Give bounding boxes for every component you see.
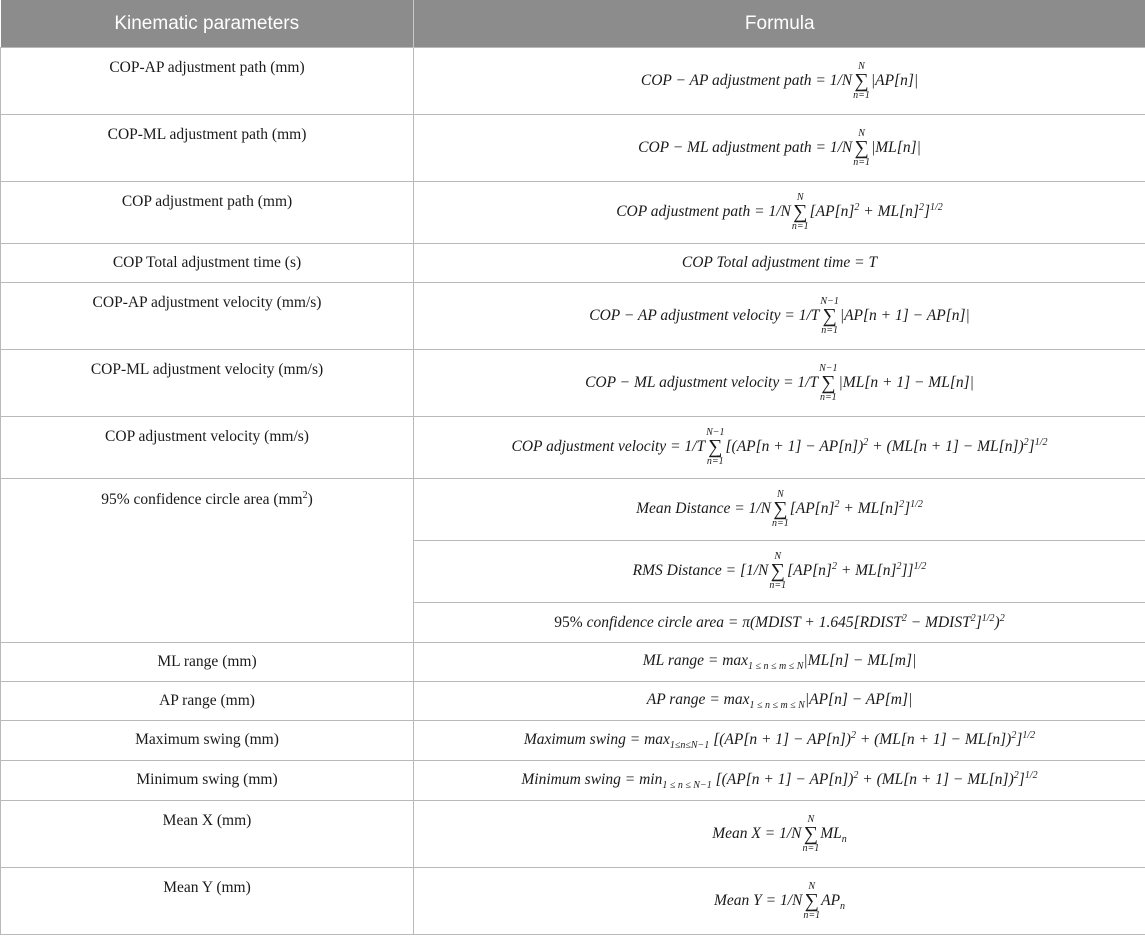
formula-cell	[414, 48, 1145, 115]
formula-part: + ML[n]	[839, 500, 900, 518]
summation-symbol: N ∑ n=1	[769, 551, 787, 591]
subscript: 1 ≤ n ≤ m ≤ N	[748, 661, 804, 673]
formula-lhs: Mean X	[712, 824, 761, 842]
formula-lhs: AP range	[646, 690, 706, 708]
formula	[523, 729, 1036, 752]
table-row	[1, 283, 1145, 350]
exponent: 2	[863, 436, 869, 448]
formula-part: ]	[975, 614, 982, 632]
param-cell: COP adjustment path (mm)	[1, 182, 414, 244]
param-cell	[1, 479, 414, 643]
formula-part: ML	[820, 824, 842, 842]
summation-symbol: N ∑ n=1	[802, 813, 820, 854]
formula-cell	[414, 479, 1145, 541]
exponent: 2	[834, 498, 840, 510]
table-row	[1, 479, 1145, 541]
param-label: 95% confidence circle area (mm	[101, 491, 303, 509]
sum-lower: n=1	[853, 156, 870, 168]
formula	[636, 489, 923, 529]
formula-part: + (ML[n + 1] − ML[n])	[868, 438, 1024, 456]
formula-part: AP	[821, 891, 841, 909]
formula-part: |ML[n]|	[871, 138, 921, 156]
formula-cell	[414, 643, 1145, 682]
formula	[642, 651, 917, 673]
formula-lhs: COP − ML adjustment velocity	[585, 373, 780, 391]
formula-part: ]]	[901, 562, 914, 580]
sum-lower: n=1	[771, 518, 789, 529]
formula-part: [(AP[n + 1] − AP[n])	[709, 731, 851, 749]
formula-cell	[414, 682, 1145, 721]
subscript: 1≤n≤N−1	[669, 740, 710, 752]
header-row	[1, 0, 1145, 48]
table-row	[1, 350, 1145, 417]
exponent: 1/2	[1022, 729, 1036, 741]
summation-symbol: N ∑ n=1	[853, 60, 870, 101]
exponent: 2	[1011, 729, 1017, 741]
formula-part: |ML[n] − ML[m]|	[803, 651, 917, 669]
param-cell: COP Total adjustment time (s)	[1, 244, 414, 283]
formula-lhs: COP adjustment path	[616, 203, 751, 221]
param-cell: Mean Y (mm)	[1, 868, 414, 935]
formula-part: + (ML[n + 1] − ML[n])	[858, 771, 1014, 789]
param-cell: Mean X (mm)	[1, 801, 414, 868]
formula-part: − MDIST	[906, 614, 971, 632]
sum-upper: N	[807, 813, 815, 825]
table-row	[1, 643, 1145, 682]
sum-lower: n=1	[803, 909, 821, 921]
formula-cell	[414, 283, 1145, 350]
formula-part: + (ML[n + 1] − ML[n])	[855, 731, 1012, 749]
formula-part: = 1/T	[666, 438, 706, 456]
formula-part: = 1/N	[761, 891, 803, 909]
param-exponent: 2	[302, 490, 308, 501]
formula-cell	[414, 761, 1145, 801]
table-row	[1, 115, 1145, 182]
table-row	[1, 244, 1145, 283]
sum-lower: n=1	[821, 324, 838, 336]
formula-lhs: COP − AP adjustment velocity	[589, 306, 781, 324]
sum-lower: n=1	[853, 89, 870, 101]
table-row	[1, 682, 1145, 721]
table-row	[1, 801, 1145, 868]
exponent: 1/2	[981, 612, 995, 624]
formula-part: = 1/N	[730, 500, 771, 518]
formula	[638, 127, 921, 168]
summation-symbol: N ∑ n=1	[853, 127, 870, 168]
formula-part: [(AP[n + 1] − AP[n])	[711, 771, 854, 789]
formula-part: ]	[904, 500, 911, 518]
formula-part: = [1/N	[721, 562, 769, 580]
param-label-end: )	[307, 491, 313, 509]
exponent: 2	[901, 612, 907, 624]
formula-lhs: Mean Distance	[636, 500, 731, 518]
summation-symbol: N ∑ n=1	[771, 489, 789, 529]
formula-part: = max	[704, 651, 749, 669]
exponent: 2	[918, 201, 924, 213]
formula	[713, 880, 846, 921]
formula-part: = 1/N	[750, 203, 791, 221]
formula-lhs: confidence circle area	[586, 614, 725, 632]
formula-part: = max	[625, 731, 670, 749]
formula-part: ]	[923, 203, 931, 221]
formula-part: [AP[n]	[809, 203, 855, 221]
formula-cell	[414, 541, 1145, 603]
sum-upper: N−1	[819, 362, 838, 374]
formula-part: = max	[705, 690, 750, 708]
formula-part: ]	[1028, 438, 1035, 456]
formula	[585, 362, 974, 403]
formula-part: |ML[n + 1] − ML[n]|	[838, 373, 974, 391]
formula-part: [AP[n]	[787, 562, 832, 580]
summation-symbol: N−1 ∑ n=1	[706, 427, 725, 467]
table-row	[1, 868, 1145, 935]
sum-upper: N	[808, 880, 816, 892]
formula-cell	[414, 603, 1145, 643]
sum-upper: N	[777, 489, 784, 500]
formula	[521, 769, 1038, 792]
summation-symbol: N ∑ n=1	[791, 192, 809, 232]
formula-part: [(AP[n + 1] − AP[n])	[725, 438, 864, 456]
formula-lhs: COP − ML adjustment path	[638, 138, 812, 156]
formula-part: |AP[n] − AP[m]|	[804, 690, 913, 708]
param-cell: COP-ML adjustment path (mm)	[1, 115, 414, 182]
exponent: 1/2	[1024, 769, 1038, 781]
sum-lower: n=1	[791, 221, 809, 232]
exponent: 1/2	[930, 201, 943, 213]
param-cell: COP-AP adjustment path (mm)	[1, 48, 414, 115]
formula	[712, 813, 847, 854]
formula	[632, 551, 927, 591]
formula-cell	[414, 801, 1145, 868]
formula-cell	[414, 350, 1145, 417]
sum-upper: N	[858, 60, 865, 72]
exponent: 2	[999, 612, 1005, 624]
formula-part: + ML[n]	[836, 562, 897, 580]
exponent: 2	[899, 498, 905, 510]
param-cell: ML range (mm)	[1, 643, 414, 682]
formula-lhs: COP adjustment velocity	[511, 438, 667, 456]
summation-symbol: N−1 ∑ n=1	[820, 295, 839, 336]
header-formula: Formula	[414, 0, 1145, 48]
formula-part: [AP[n]	[789, 500, 835, 518]
formula-cell	[414, 182, 1145, 244]
sum-upper: N	[774, 551, 782, 562]
formula-cell	[414, 244, 1145, 283]
sum-lower: n=1	[706, 456, 724, 467]
formula	[589, 295, 970, 336]
exponent: 2	[970, 612, 976, 624]
exponent: 2	[853, 769, 859, 781]
exponent: 2	[896, 560, 902, 572]
sum-upper: N−1	[820, 295, 839, 307]
formula-part: 95%	[554, 614, 587, 632]
sum-lower: n=1	[819, 391, 837, 403]
formula-part: = 1/N	[811, 138, 853, 156]
formula	[554, 614, 1004, 631]
formula-lhs: ML range	[642, 651, 704, 669]
summation-symbol: N ∑ n=1	[803, 880, 821, 921]
formula-lhs: Maximum swing	[523, 731, 626, 749]
exponent: 2	[1023, 436, 1029, 448]
header-kinematic-parameters: Kinematic parameters	[1, 0, 414, 48]
exponent: 1/2	[913, 560, 927, 572]
formula-part: |AP[n]|	[870, 71, 919, 89]
formula-part: ]	[1016, 731, 1023, 749]
formula-part: )	[994, 614, 1000, 632]
formula	[616, 192, 943, 232]
table-row	[1, 48, 1145, 115]
formula	[646, 690, 913, 712]
formula-part: ]	[1018, 771, 1025, 789]
sum-lower: n=1	[802, 842, 820, 854]
table-row	[1, 182, 1145, 244]
exponent: 1/2	[910, 498, 923, 510]
formula-part: = 1/N	[811, 71, 853, 89]
formula-lhs: Minimum swing	[521, 771, 621, 789]
table-row	[1, 761, 1145, 801]
formula-part: |AP[n + 1] − AP[n]|	[839, 306, 970, 324]
param-cell: COP-AP adjustment velocity (mm/s)	[1, 283, 414, 350]
formula-part: = 1/T	[780, 306, 820, 324]
param-cell: COP-ML adjustment velocity (mm/s)	[1, 350, 414, 417]
table-row	[1, 417, 1145, 479]
formula-cell	[414, 721, 1145, 761]
exponent: 2	[854, 201, 860, 213]
exponent: 2	[831, 560, 837, 572]
sum-upper: N	[858, 127, 865, 139]
formula-lhs: Mean Y	[713, 891, 762, 909]
formula: COP Total adjustment time = T	[681, 254, 878, 271]
formula-part: = min	[620, 771, 663, 789]
param-cell: COP adjustment velocity (mm/s)	[1, 417, 414, 479]
param-cell: AP range (mm)	[1, 682, 414, 721]
param-cell: Minimum swing (mm)	[1, 761, 414, 801]
formula-part: = π(MDIST + 1.645[RDIST	[724, 614, 902, 632]
exponent: 2	[850, 729, 856, 741]
formula-part: = 1/T	[779, 373, 819, 391]
sum-upper: N−1	[706, 427, 725, 438]
param-cell: Maximum swing (mm)	[1, 721, 414, 761]
sum-lower: n=1	[769, 580, 787, 591]
formula-lhs: COP − AP adjustment path	[640, 71, 812, 89]
formula-cell	[414, 417, 1145, 479]
formula-cell	[414, 115, 1145, 182]
exponent: 2	[1013, 769, 1019, 781]
subscript: 1 ≤ n ≤ m ≤ N	[749, 700, 805, 712]
formula-cell	[414, 868, 1145, 935]
formula	[640, 60, 919, 101]
exponent: 1/2	[1034, 436, 1048, 448]
formula-part: = 1/N	[760, 824, 802, 842]
summation-symbol: N−1 ∑ n=1	[819, 362, 838, 403]
formula-lhs: RMS Distance	[632, 562, 722, 580]
sum-upper: N	[796, 192, 804, 203]
formula	[511, 427, 1048, 467]
formula-part: + ML[n]	[859, 203, 919, 221]
table-row	[1, 721, 1145, 761]
subscript: n	[841, 833, 847, 845]
subscript: 1 ≤ n ≤ N−1	[662, 780, 712, 792]
subscript: n	[840, 900, 846, 912]
